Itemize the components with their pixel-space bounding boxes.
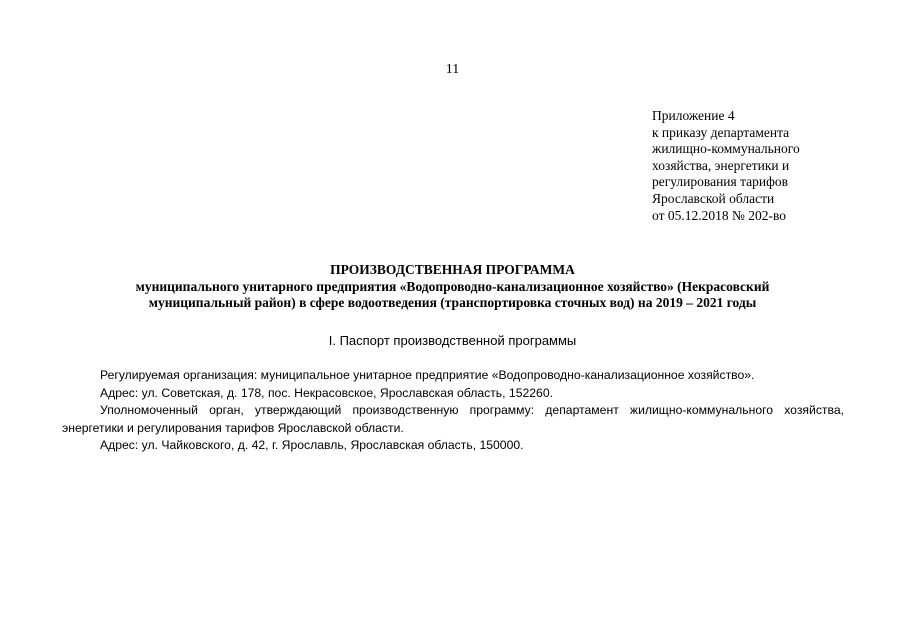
page-number: 11 (445, 62, 460, 77)
appendix-line: жилищно-коммунального (652, 141, 800, 157)
paragraph-authorized-body-address: Адрес: ул. Чайковского, д. 42, г. Ярославль, Ярославская область, 150000. (100, 438, 524, 452)
appendix-line: от 05.12.2018 № 202-во (652, 207, 787, 223)
appendix-line: регулирования тарифов (652, 174, 789, 190)
title-heading: ПРОИЗВОДСТВЕННАЯ ПРОГРАММА (330, 262, 575, 277)
appendix-line: Ярославской области (652, 190, 775, 206)
appendix-line: хозяйства, энергетики и (652, 157, 790, 173)
appendix-reference (652, 108, 892, 224)
title-subtitle-line: муниципальный район) в сфере водоотведения (транспортировка сточных вод) на 2019 – 2021 годы (148, 295, 757, 311)
paragraph-authorized-body: Уполномоченный орган, утверждающий производственную программу: департамент жилищно-коммунального хозяйства, энергетики и регулирования тарифов Ярославской области. (62, 403, 844, 435)
paragraph-organization-address: Адрес: ул. Советская, д. 178, пос. Некрасовское, Ярославская область, 152260. (100, 385, 553, 400)
document-title (60, 262, 845, 312)
appendix-line: Приложение 4 (652, 108, 735, 123)
passport-body (62, 367, 844, 455)
paragraph-regulated-organization: Регулируемая организация: муниципальное унитарное предприятие «Водопроводно-канализационное хозяйство». (100, 368, 755, 382)
title-subtitle-line: муниципального унитарного предприятия «Водопроводно-канализационное хозяйство» (Некрасовский (135, 278, 770, 294)
section-heading: I. Паспорт производственной программы (328, 333, 577, 348)
appendix-line: к приказу департамента (652, 124, 790, 140)
